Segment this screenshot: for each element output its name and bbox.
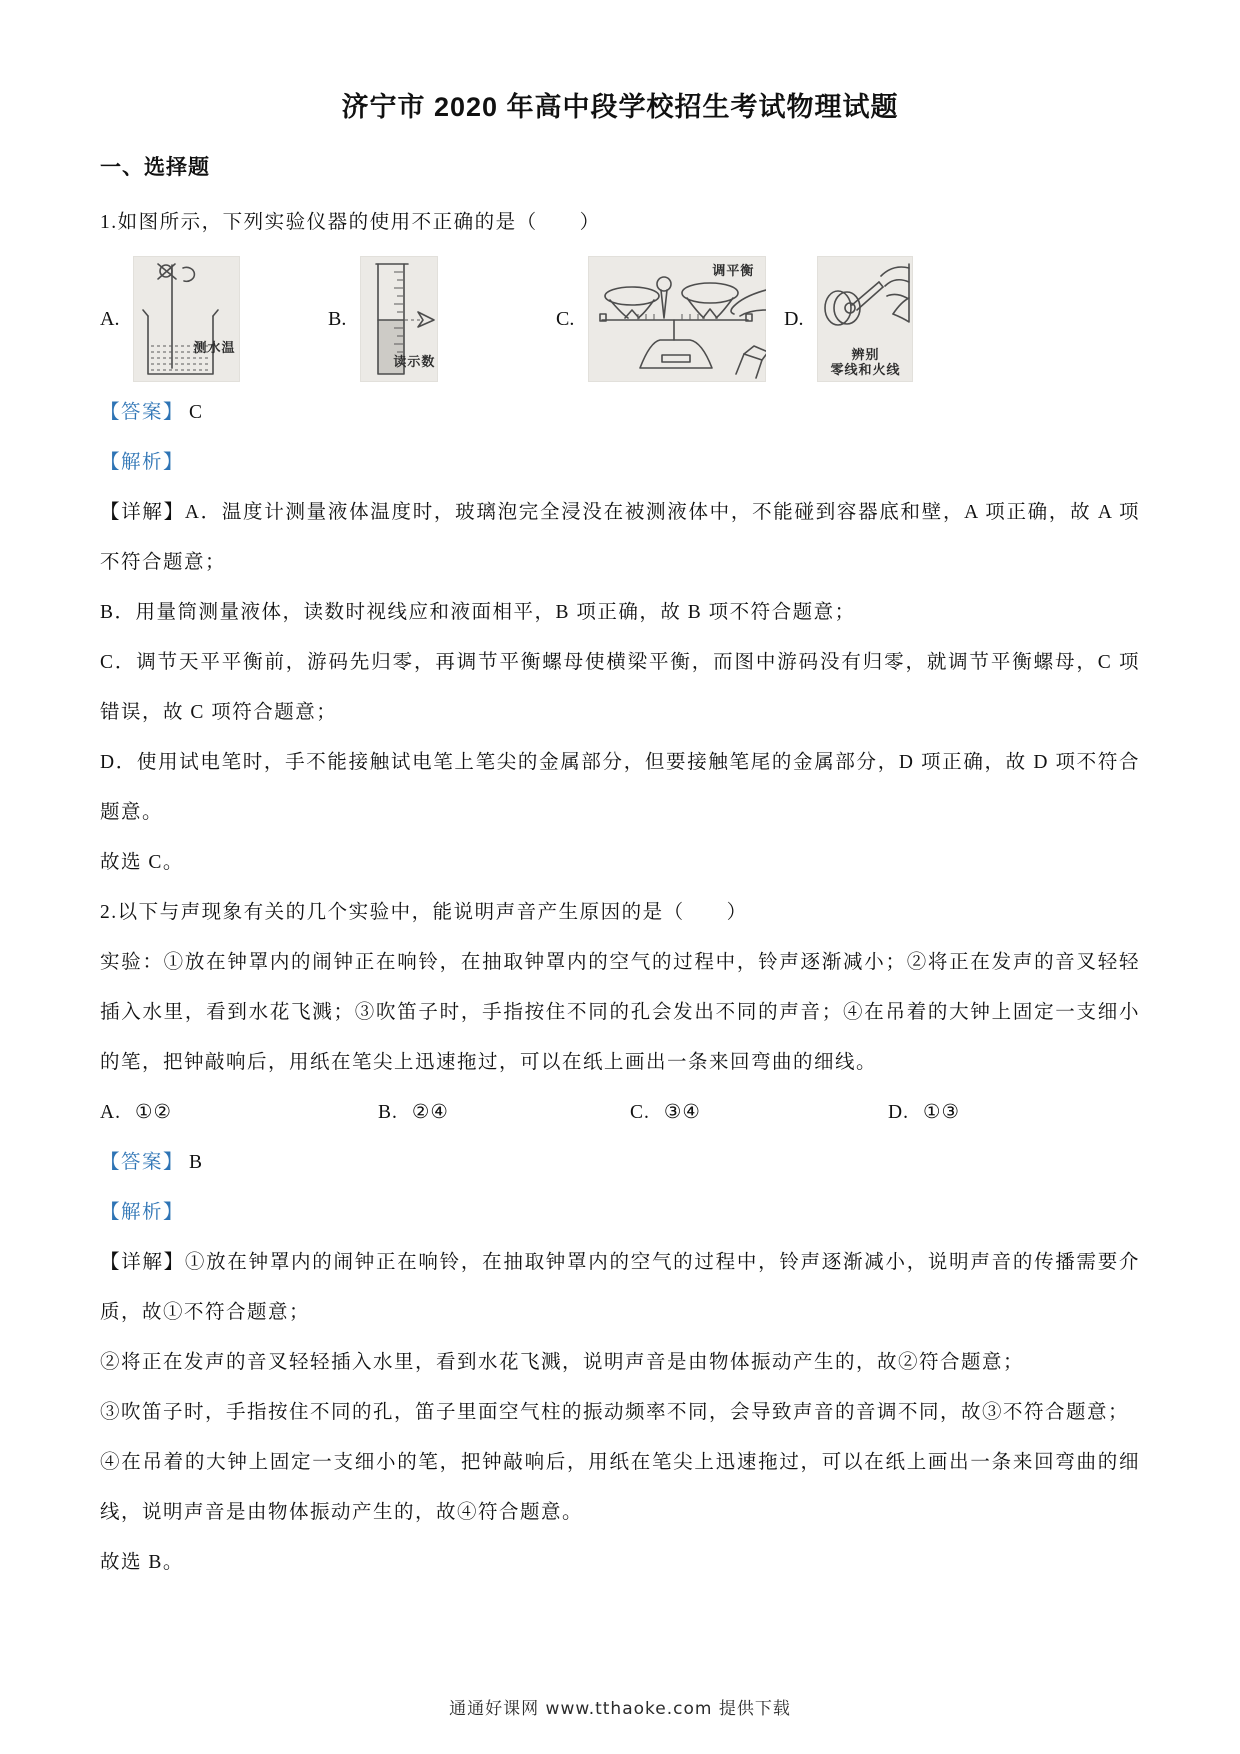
q1-detail-b: B．用量筒测量液体，读数时视线应和液面相平，B 项正确，故 B 项不符合题意； <box>100 602 856 623</box>
q2-option-a-label: A. <box>100 1102 121 1123</box>
q2-option-d <box>888 1088 1140 1138</box>
section-heading-multiple-choice: 一、选择题 <box>100 156 210 179</box>
q2-option-c-value: ③④ <box>663 1102 701 1123</box>
q2-body: 实验：①放在钟罩内的闹钟正在响铃，在抽取钟罩内的空气的过程中，铃声逐渐减小；②将正在发声的音叉轻轻插入水里，看到水花飞溅；③吹笛子时，手指按住不同的孔会发出不同的声音；④在吊着的大钟上固定一支细小的笔，把钟敲响后，用纸在笔尖上迅速拖过，可以在纸上画出一条来回弯曲的细线。 <box>100 952 1140 1073</box>
q2-answer-line <box>100 1138 1140 1188</box>
q1-figure-c-caption: 调平衡 <box>712 264 755 279</box>
q1-figure-d-caption <box>817 348 913 378</box>
q2-option-b-label: B. <box>378 1102 398 1123</box>
q1-choice-c-label: C. <box>556 307 575 330</box>
answer-label: 【答案】 <box>100 1152 185 1173</box>
q2-conclusion: 故选 B。 <box>100 1552 184 1573</box>
q1-figure-a-caption: 测水温 <box>193 341 236 356</box>
q2-detail-3: ③吹笛子时，手指按住不同的孔，笛子里面空气柱的振动频率不同，会导致声音的音调不同，故③不符合题意； <box>100 1402 1130 1423</box>
q2-option-b <box>378 1088 630 1138</box>
q1-choice-d <box>784 256 1140 382</box>
document-content <box>100 84 1140 1588</box>
q1-analysis-label-line <box>100 438 1140 488</box>
balance-scale-figure <box>588 256 766 382</box>
q2-option-c-label: C. <box>630 1102 650 1123</box>
q2-option-c <box>630 1088 888 1138</box>
q1-answer-line <box>100 388 1140 438</box>
thermometer-beaker-icon <box>133 256 240 382</box>
q2-option-d-value: ①③ <box>922 1102 960 1123</box>
q2-stem: 2.以下与声现象有关的几个实验中，能说明声音产生原因的是（ ） <box>100 902 748 923</box>
q1-figure-d-caption-line2: 零线和火线 <box>830 363 901 378</box>
page-title: 济宁市 2020 年高中段学校招生考试物理试题 <box>341 92 899 122</box>
q2-options-row <box>100 1088 1140 1138</box>
q1-figure-b-caption: 读示数 <box>393 355 436 370</box>
q1-figure-d-caption-line1: 辨别 <box>851 348 880 363</box>
q2-detail-2: ②将正在发声的音叉轻轻插入水里，看到水花飞溅，说明声音是由物体振动产生的，故②符合题意； <box>100 1352 1025 1373</box>
q2-option-d-label: D. <box>888 1102 909 1123</box>
q1-figure-row <box>100 252 1140 386</box>
answer-label: 【答案】 <box>100 402 185 423</box>
q1-choice-b <box>328 256 556 382</box>
q2-answer-value: B <box>189 1152 204 1173</box>
q2-option-a <box>100 1088 378 1138</box>
q1-conclusion: 故选 C。 <box>100 852 184 873</box>
q1-choice-a-label: A. <box>100 307 120 330</box>
q1-choice-d-label: D. <box>784 307 804 330</box>
q1-answer-value: C <box>189 402 204 423</box>
footer-watermark: 通通好课网 www.tthaoke.com 提供下载 <box>449 1699 791 1719</box>
q1-detail-a: 【详解】A．温度计测量液体温度时，玻璃泡完全浸没在被测液体中，不能碰到容器底和壁，A 项正确，故 A 项不符合题意； <box>100 502 1140 573</box>
analysis-label: 【解析】 <box>100 452 185 473</box>
q1-stem: 1.如图所示，下列实验仪器的使用不正确的是（ ） <box>100 212 601 233</box>
test-pencil-figure <box>817 256 913 382</box>
q1-choice-b-label: B. <box>328 307 347 330</box>
analysis-label: 【解析】 <box>100 1202 185 1223</box>
q2-detail-1: 【详解】①放在钟罩内的闹钟正在响铃，在抽取钟罩内的空气的过程中，铃声逐渐减小，说明声音的传播需要介质，故①不符合题意； <box>100 1252 1140 1323</box>
q2-detail-4: ④在吊着的大钟上固定一支细小的笔，把钟敲响后，用纸在笔尖上迅速拖过，可以在纸上画出一条来回弯曲的细线，说明声音是由物体振动产生的，故④符合题意。 <box>100 1452 1140 1523</box>
q1-choice-c <box>556 256 784 382</box>
thermometer-beaker-figure <box>133 256 240 382</box>
graduated-cylinder-figure <box>360 256 438 382</box>
q1-detail-c: C．调节天平平衡前，游码先归零，再调节平衡螺母使横梁平衡，而图中游码没有归零，就调节平衡螺母，C 项错误，故 C 项符合题意； <box>100 652 1140 723</box>
q2-option-a-value: ①② <box>134 1102 172 1123</box>
q1-choice-a <box>100 256 328 382</box>
q2-option-b-value: ②④ <box>411 1102 449 1123</box>
q2-analysis-label-line <box>100 1188 1140 1238</box>
q1-detail-d: D．使用试电笔时，手不能接触试电笔上笔尖的金属部分，但要接触笔尾的金属部分，D 项正确，故 D 项不符合题意。 <box>100 752 1140 823</box>
